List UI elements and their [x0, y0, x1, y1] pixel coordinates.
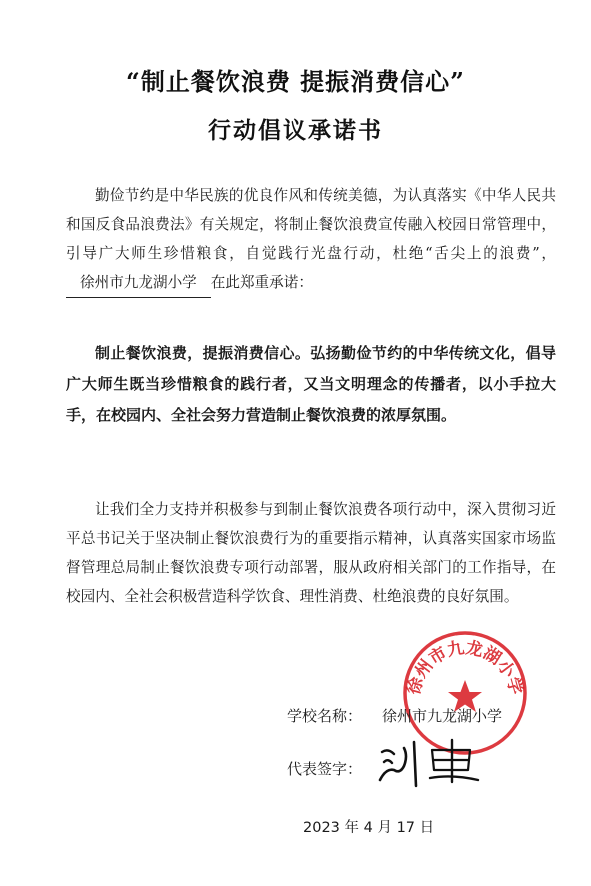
paragraph-pledge: 制止餐饮浪费，提振消费信心。弘扬勤俭节约的中华传统文化，倡导广大师生既当珍惜粮食的践行者，又当文明理念的传播者，以小手拉大手，在校园内、全社会努力营造制止餐饮浪费的浓厚氛围。: [66, 344, 556, 424]
intro-commitment: 在此郑重承诺：: [210, 274, 313, 291]
document-date: 2023 年 4 月 17 日: [303, 820, 435, 836]
paragraph-action: 让我们全力支持并积极参与到制止餐饮浪费各项行动中，深入贯彻习近平总书记关于坚决制止餐饮浪费行为的重要指示精神，认真落实国家市场监督管理总局制止餐饮浪费专项行动部署，服从政府相关部门的工作指导，在校园内、全社会积极营造科学饮食、理性消费、杜绝浪费的良好氛围。: [66, 501, 556, 605]
svg-text:徐州市九龙湖小学: 徐州市九龙湖小学: [403, 638, 527, 697]
representative-label: 代表签字：: [287, 760, 363, 778]
intro-text: 勤俭节约是中华民族的优良作风和传统美德，为认真落实《中华人民共和国反食品浪费法》有关规定，将制止餐饮浪费宣传融入校园日常管理中，引导广大师生珍惜粮食，自觉践行光盘行动，杜绝“舌尖上的浪费”，: [66, 187, 556, 262]
school-label: 学校名称：: [287, 707, 363, 725]
school-name-filled: 徐州市九龙湖小学: [66, 268, 211, 298]
school-value: 徐州市九龙湖小学: [382, 707, 503, 725]
paragraph-intro: [66, 181, 556, 298]
document-title: “制止餐饮浪费 提振消费信心”: [126, 67, 465, 96]
document-subtitle: 行动倡议承诺书: [208, 117, 383, 144]
handwritten-signature: [374, 730, 504, 790]
